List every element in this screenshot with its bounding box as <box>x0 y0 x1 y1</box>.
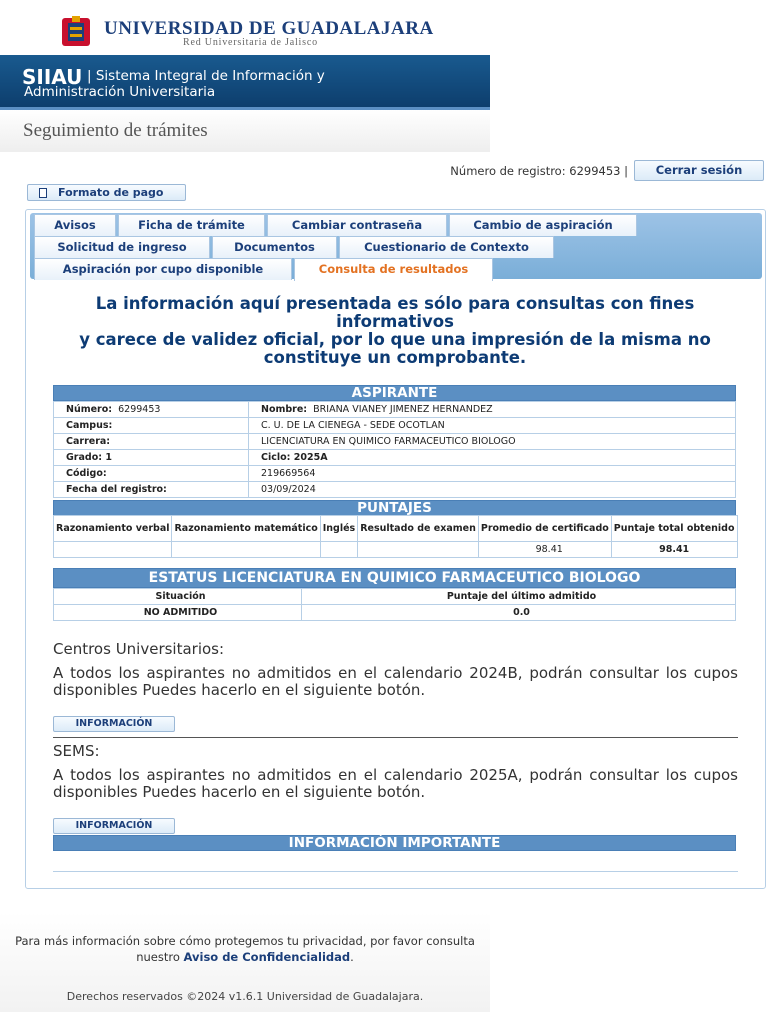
aspirante-grado: Grado: 1 <box>54 450 249 466</box>
system-banner <box>0 55 490 110</box>
aspirante-ciclo: Ciclo: 2025A <box>249 450 736 466</box>
page-title-bar <box>0 110 490 152</box>
aspirante-carrera: LICENCIATURA EN QUIMICO FARMACEUTICO BIOLOGO <box>249 434 736 450</box>
tab-consulta-resultados[interactable]: Consulta de resultados <box>294 258 493 281</box>
tab-aspiracion-cupo[interactable]: Aspiración por cupo disponible <box>34 258 292 280</box>
aspirante-campus: C. U. DE LA CIENEGA - SEDE OCOTLAN <box>249 418 736 434</box>
tab-cambiar-contrasena[interactable]: Cambiar contraseña <box>267 214 447 236</box>
centros-text: A todos los aspirantes no admitidos en el calendario 2024B, podrán consultar los cupos disponibles Puedes hacerlo en el siguiente botón. <box>53 664 738 699</box>
privacy-link[interactable]: Aviso de Confidencialidad <box>183 950 351 964</box>
registration-number: Número de registro: 6299453 | <box>450 164 628 178</box>
promedio-certificado: 98.41 <box>478 542 611 558</box>
logout-button[interactable]: Cerrar sesión <box>634 160 764 181</box>
informacion-importante-header: INFORMACIÓN IMPORTANTE <box>53 835 736 851</box>
disclaimer-notice: La información aquí presentada es sólo para consultas con fines informativos y carece de validez oficial, por lo que una impresión de la misma no constituye un comprobante. <box>79 294 711 367</box>
puntaje-total: 98.41 <box>611 542 737 558</box>
sems-text: A todos los aspirantes no admitidos en el calendario 2025A, podrán consultar los cupos disponibles Puedes hacerlo en el siguiente botón. <box>53 766 738 801</box>
aspirante-fecha: 03/09/2024 <box>249 482 736 498</box>
privacy-notice: Para más información sobre cómo protegemos tu privacidad, por favor consulta nuestro Aviso de Confidencialidad. <box>15 934 475 964</box>
aspirante-nombre: BRIANA VIANEY JIMENEZ HERNANDEZ <box>313 404 493 415</box>
tab-ficha-tramite[interactable]: Ficha de trámite <box>118 214 265 236</box>
sems-heading: SEMS: <box>53 742 100 760</box>
document-icon <box>39 188 47 198</box>
divider <box>53 737 738 738</box>
estatus-header: ESTATUS LICENCIATURA EN QUIMICO FARMACEUTICO BIOLOGO <box>53 568 736 588</box>
header-logo-area <box>0 0 490 56</box>
siiau-brand: SIIAU <box>22 65 83 89</box>
puntajes-header: PUNTAJES <box>53 500 736 516</box>
tab-avisos[interactable]: Avisos <box>34 214 116 236</box>
university-subtitle: Red Universitaria de Jalisco <box>183 37 318 48</box>
centros-info-button[interactable]: INFORMACIÓN <box>53 716 175 732</box>
copyright: Derechos reservados ©2024 v1.6.1 Universidad de Guadalajara. <box>66 990 424 1003</box>
estatus-situacion: NO ADMITIDO <box>54 605 302 621</box>
aspirante-codigo: 219669564 <box>249 466 736 482</box>
centros-heading: Centros Universitarios: <box>53 640 225 658</box>
aspirante-numero: 6299453 <box>118 404 161 415</box>
tab-documentos[interactable]: Documentos <box>212 236 337 258</box>
footer <box>0 912 490 1012</box>
university-crest-icon <box>58 14 94 50</box>
university-name: UNIVERSIDAD DE GUADALAJARA <box>104 18 434 39</box>
estatus-ultimo-admitido: 0.0 <box>302 605 736 621</box>
page-title: Seguimiento de trámites <box>23 120 208 141</box>
estatus-table: Situación Puntaje del último admitido NO ADMITIDO 0.0 <box>53 588 736 621</box>
sems-info-button[interactable]: INFORMACIÓN <box>53 818 175 834</box>
tab-cuestionario-contexto[interactable]: Cuestionario de Contexto <box>339 236 554 258</box>
aspirante-table: Número: 6299453 Nombre: BRIANA VIANEY JIMENEZ HERNANDEZ Campus: C. U. DE LA CIENEGA - SEDE OCOTLAN Carrera: LICENCIATURA EN QUIMICO FARMACEUTICO BIOLOGO Grado: 1 Ciclo: 2025A Código: 219669564 Fecha del registro: 03/09/2024 <box>53 401 736 498</box>
aspirante-header: ASPIRANTE <box>53 385 736 401</box>
tab-solicitud-ingreso[interactable]: Solicitud de ingreso <box>34 236 210 258</box>
divider <box>53 871 738 872</box>
tab-cambio-aspiracion[interactable]: Cambio de aspiración <box>449 214 637 236</box>
system-name: | Sistema Integral de Información y Administración Universitaria <box>24 68 325 100</box>
puntajes-table: Razonamiento verbal Razonamiento matemático Inglés Resultado de examen Promedio de certificado Puntaje total obtenido 98.41 98.41 <box>53 515 738 558</box>
payment-format-button[interactable]: Formato de pago <box>27 184 186 201</box>
